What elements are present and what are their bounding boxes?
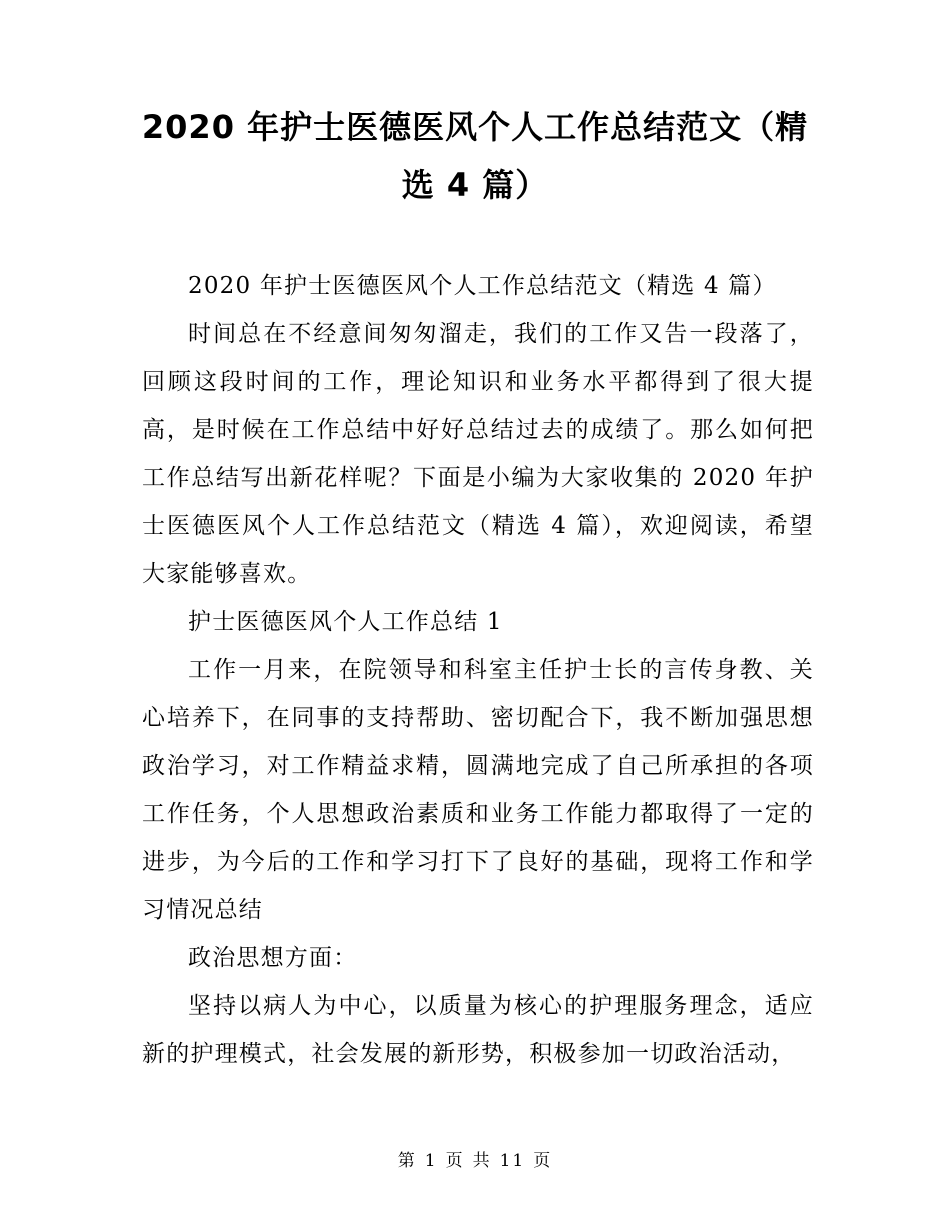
section-heading: 护士医德医风个人工作总结 1: [188, 609, 503, 635]
page-footer: [0, 1146, 950, 1171]
footer-total-prefix: 共: [472, 1151, 492, 1171]
intro-paragraph: 时间总在不经意间匆匆溜走，我们的工作又告一段落了，回顾这段时间的工作，理论知识和业务水平都得到了很大提高，是时候在工作总结中好好总结过去的成绩了。那么如何把工作总结写出新花样呢？下面是小编为大家收集的 2020 年护士医德医风个人工作总结范文（精选 4 篇），欢迎阅读，希望大家能够喜欢。: [142, 321, 814, 587]
footer-total-suffix: 页: [533, 1151, 553, 1171]
title-line-1: 2020 年护士医德医风个人工作总结范文（精: [141, 108, 809, 146]
footer-page-prefix: 第: [397, 1151, 417, 1171]
body-paragraph: 坚持以病人为中心，以质量为核心的护理服务理念，适应新的护理模式，社会发展的新形势，积极参加一切政治活动，: [142, 993, 814, 1067]
subsection-heading: 政治思想方面：: [188, 945, 358, 971]
document-body: [142, 262, 814, 1078]
body-paragraph: 工作一月来，在院领导和科室主任护士长的言传身教、关心培养下，在同事的支持帮助、密切配合下，我不断加强思想政治学习，对工作精益求精，圆满地完成了自己所承担的各项工作任务，个人思想政治素质和业务工作能力都取得了一定的进步，为今后的工作和学习打下了良好的基础，现将工作和学习情况总结: [142, 657, 814, 923]
subtitle-paragraph: 2020 年护士医德医风个人工作总结范文（精选 4 篇）: [188, 273, 777, 299]
footer-page-label: 页: [445, 1151, 465, 1171]
footer-current-page: 1: [424, 1151, 438, 1171]
footer-total-pages: 11: [499, 1151, 526, 1171]
document-title: [140, 98, 810, 214]
title-line-2: 选 4 篇）: [401, 166, 549, 204]
